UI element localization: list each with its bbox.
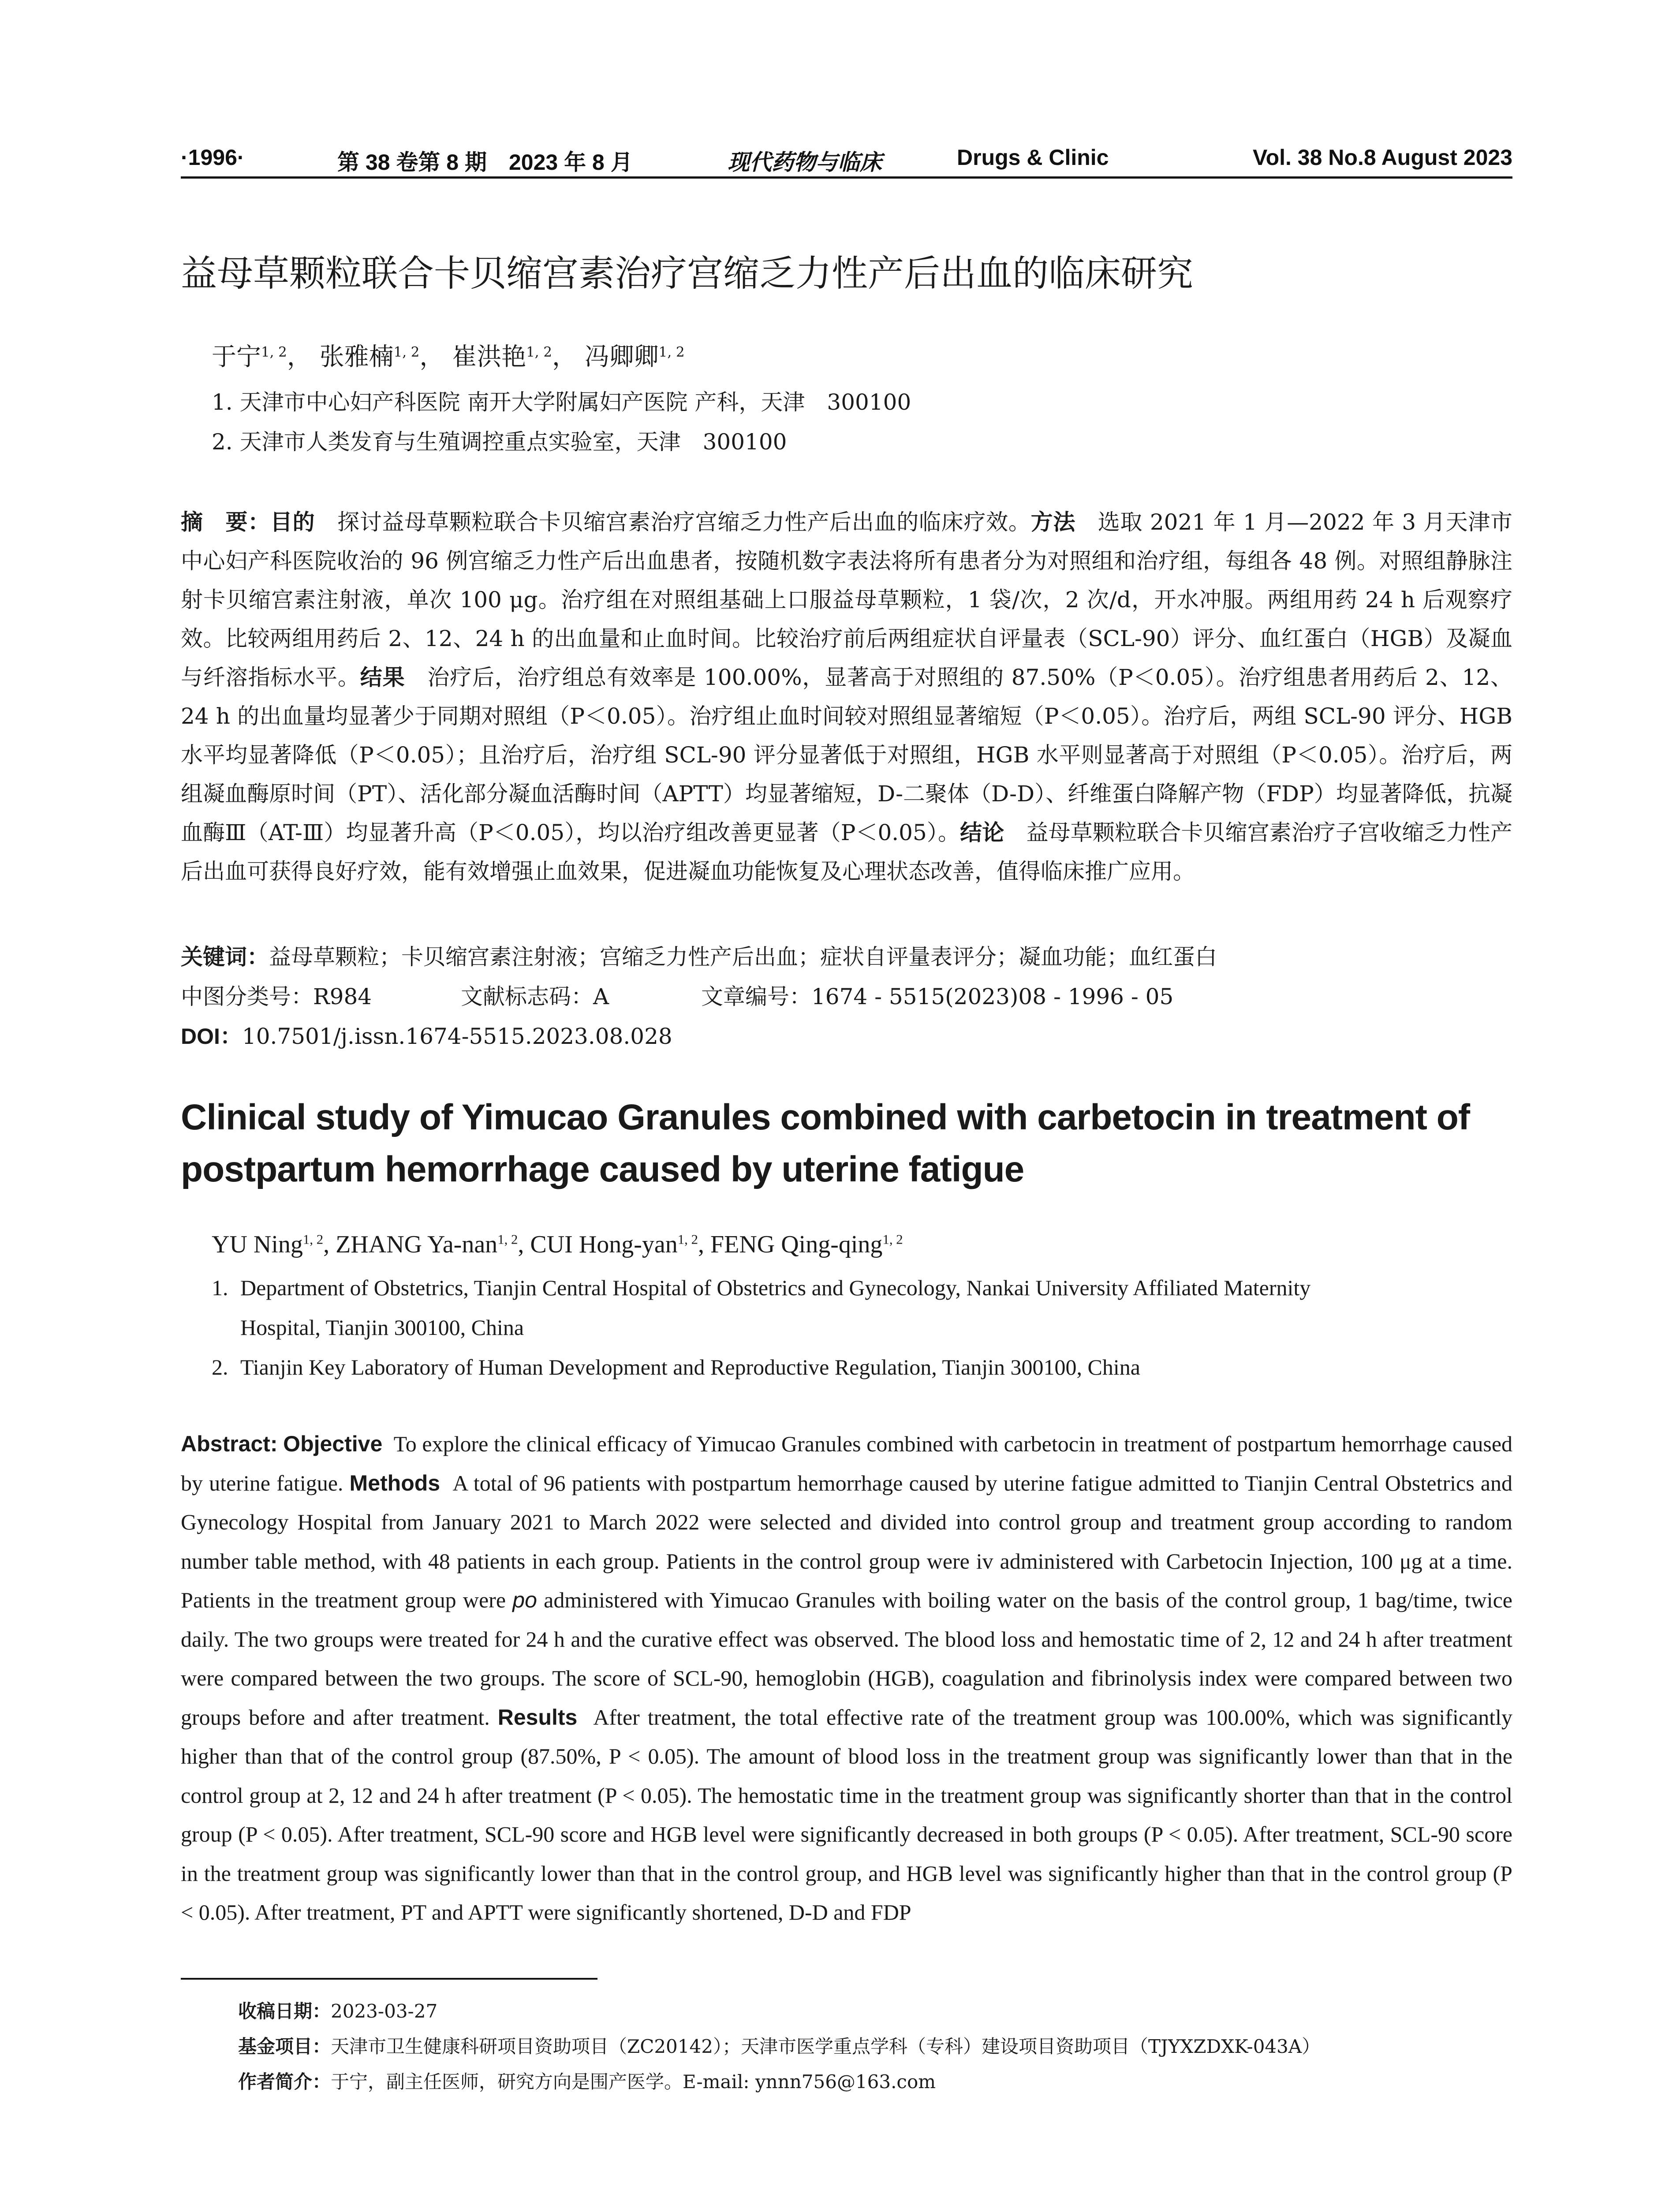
fund-text: 天津市卫生健康科研项目资助项目（ZC20142）；天津市医学重点学科（专科）建设项目资助项目（TJYXZDXK-043A） — [331, 2036, 1321, 2057]
footnote-received — [238, 1997, 437, 2023]
affiliation-cn-1: 1. 天津市中心妇产科医院 南开大学附属妇产医院 产科，天津 300100 — [212, 389, 911, 415]
author-affiliation-mark: 1, 2 — [526, 344, 552, 360]
author-name: CUI Hong-yan — [530, 1231, 678, 1258]
route-po: po — [512, 1588, 537, 1612]
affiliation-en-1 — [212, 1268, 1512, 1347]
abstract-en — [181, 1424, 1512, 1932]
running-header — [181, 140, 1512, 176]
volume-info-en: Vol. 38 No.8 August 2023 — [1252, 145, 1512, 170]
author-name: FENG Qing-qing — [710, 1231, 883, 1258]
volume-info-cn: 第 38 卷第 8 期 2023 年 8 月 — [337, 150, 633, 175]
author-bio-label: 作者简介： — [238, 2071, 331, 2093]
author-name: 于宁 — [212, 343, 261, 371]
methods-text-cont: administered with Yimucao Granules with boiling water on the basis of the control group, 1 bag/time, twice daily. The two groups were treated for 24 h and the curative effect was observed. The blood loss and hemostatic time of 2, 12 and 24 h after treatment were compared between the two groups. The score of SCL-90, hemoglobin (HGB), coagulation and fibrinolysis index were compared between two groups before and after treatment. — [181, 1588, 1512, 1730]
affiliation-number: 2. — [212, 1355, 228, 1379]
affiliation-cn-2: 2. 天津市人类发育与生殖调控重点实验室，天津 300100 — [212, 429, 787, 455]
footnote-author — [238, 2067, 936, 2094]
author-affiliation-mark: 1, 2 — [393, 344, 420, 360]
affiliation-continuation: Hospital, Tianjin 300100, China — [240, 1315, 524, 1340]
results-text: 治疗后，治疗组总有效率是 100.00%，显著高于对照组的 87.50%（P＜0.05）。治疗组患者用药后 2、12、24 h 的出血量均显著少于同期对照组（P＜0.05）。治疗组止血时间较对照组显著缩短（P＜0.05）。治疗后，两组 SCL-90 评分、HGB 水平均显著降低（P＜0.05）；且治疗后，治疗组 SCL-90 评分显著低于对照组，HGB 水平则显著高于对照组（P＜0.05）。治疗后，两组凝血酶原时间（PT）、活化部分凝血活酶时间（APTT）均显著缩短，D-二聚体（D-D）、纤维蛋白降解产物（FDP）均显著降低，抗凝血酶Ⅲ（AT-Ⅲ）均显著升高（P＜0.05），均以治疗组改善更显著（P＜0.05）。 — [181, 665, 1513, 845]
journal-name-en: Drugs & Clinic — [957, 145, 1109, 170]
keywords-text: 益母草颗粒；卡贝缩宫素注射液；宫缩乏力性产后出血；症状自评量表评分；凝血功能；血红蛋白 — [269, 944, 1217, 970]
abstract-label: Abstract: — [181, 1431, 278, 1456]
author-affiliation-mark: 1, 2 — [677, 1232, 698, 1247]
author-name: 张雅楠 — [319, 343, 394, 371]
objective-text: 探讨益母草颗粒联合卡贝缩宫素治疗宫缩乏力性产后出血的临床疗效。 — [337, 509, 1031, 535]
journal-name-cn: 现代药物与临床 — [728, 149, 882, 175]
doi-line — [181, 1019, 1512, 1050]
doi-value: 10.7501/j.issn.1674-5515.2023.08.028 — [242, 1024, 672, 1049]
results-label: Results — [497, 1704, 578, 1730]
author-bio-text: 于宁，副主任医师，研究方向是围产医学。E-mail: ynnn756@163.com — [331, 2071, 936, 2093]
article-title-cn: 益母草颗粒联合卡贝缩宫素治疗宫缩乏力性产后出血的临床研究 — [181, 253, 1194, 295]
keywords-label: 关键词： — [181, 944, 269, 970]
keywords-cn — [181, 939, 1512, 971]
footnote-fund — [238, 2032, 1320, 2059]
methods-text: 选取 2021 年 1 月—2022 年 3 月天津市中心妇产科医院收治的 96 例宫缩乏力性产后出血患者，按随机数字表法将所有患者分为对照组和治疗组，每组各 48 例。对照组静脉注射卡贝缩宫素注射液，单次 100 μg。治疗组在对照组基础上口服益母草颗粒，1 袋/次，2 次/d，开水冲服。两组用药 24 h 后观察疗效。比较两组用药后 2、12、24 h 的出血量和止血时间。比较治疗前后两组症状自评量表（SCL-90）评分、血红蛋白（HGB）及凝血与纤溶指标水平。 — [181, 509, 1513, 690]
affiliation-en-2 — [212, 1347, 1512, 1387]
received-label: 收稿日期： — [238, 2000, 331, 2022]
header-divider — [181, 176, 1512, 179]
author-name: ZHANG Ya-nan — [336, 1231, 498, 1258]
article-title-en: Clinical study of Yimucao Granules combined with carbetocin in treatment of postpartum hemorrhage caused by uterine fatigue — [181, 1097, 1470, 1189]
author-affiliation-mark: 1, 2 — [302, 1232, 324, 1247]
objective-text: To explore the clinical efficacy of Yimucao Granules combined with carbetocin in treatment of postpartum hemorrhage caused by uterine fatigue. — [181, 1431, 1513, 1495]
doi-label: DOI： — [181, 1024, 242, 1049]
footnote-divider — [181, 1978, 597, 1980]
author-list-cn: 于宁$^{1, 2}$， 张雅楠$^{1, 2}$， 崔洪艳$^{1, 2}$， 冯卿卿$^{1, 2}$ — [212, 343, 685, 371]
article-number: 文章编号：1674 - 5515(2023)08 - 1996 - 05 — [701, 984, 1174, 1009]
methods-label: Methods — [349, 1470, 441, 1495]
abstract-label: 摘 要： — [181, 509, 270, 535]
results-label: 结果 — [360, 665, 405, 690]
author-name: YU Ning — [212, 1231, 303, 1258]
document-code: 文献标志码：A — [461, 984, 609, 1009]
author-affiliation-mark: 1, 2 — [497, 1232, 518, 1247]
author-name: 崔洪艳 — [452, 343, 526, 371]
author-list-en: YU Ning$^{1, 2}$, ZHANG Ya-nan$^{1, 2}$, CUI Hong-yan$^{1, 2}$, FENG Qing-qing$^{1, 2}$ — [212, 1231, 903, 1258]
results-text: After treatment, the total effective rate of the treatment group was 100.00%, which was significantly higher than that of the control group (87.50%, P < 0.05). The amount of blood loss in the treatment group was significantly lower than that in the control group at 2, 12 and 24 h after treatment (P < 0.05). The hemostatic time in the treatment group was significantly shorter than that in the control group (P < 0.05). After treatment, SCL-90 score and HGB level were significantly decreased in both groups (P < 0.05). After treatment, SCL-90 score in the treatment group was significantly lower than that in the control group, and HGB level was significantly higher than that in the control group (P < 0.05). After treatment, PT and APTT were significantly shortened, D-D and FDP — [181, 1704, 1513, 1925]
conclusion-label: 结论 — [960, 820, 1004, 845]
methods-text: A total of 96 patients with postpartum hemorrhage caused by uterine fatigue admitted to Tianjin Central Obstetrics and Gynecology Hospital from January 2021 to March 2022 were selected and divided into control group and treatment group according to random number table method, with 48 patients in each group. Patients in the control group were iv administered with Carbetocin Injection, 100 μg at a time. Patients in the treatment group were — [181, 1470, 1512, 1612]
conclusion-text: 益母草颗粒联合卡贝缩宫素治疗子宫收缩乏力性产后出血可获得良好疗效，能有效增强止血效果，促进凝血功能恢复及心理状态改善，值得临床推广应用。 — [181, 820, 1513, 884]
objective-label: Objective — [283, 1431, 383, 1456]
author-affiliation-mark: 1, 2 — [261, 344, 287, 360]
fund-label: 基金项目： — [238, 2036, 331, 2057]
author-affiliation-mark: 1, 2 — [882, 1232, 903, 1247]
abstract-cn — [181, 503, 1512, 891]
affiliation-text: Tianjin Key Laboratory of Human Development and Reproductive Regulation, Tianjin 300100, China — [240, 1355, 1140, 1379]
page-number: ·1996· — [181, 145, 245, 170]
author-affiliation-mark: 1, 2 — [658, 344, 685, 360]
affiliation-number: 1. — [212, 1275, 228, 1300]
clc-number: 中图分类号：R984 — [181, 984, 372, 1009]
objective-label: 目的 — [270, 509, 315, 535]
methods-label: 方法 — [1030, 509, 1076, 535]
affiliation-text: Department of Obstetrics, Tianjin Central Hospital of Obstetrics and Gynecology, Nankai University Affiliated Maternity — [240, 1275, 1311, 1300]
author-name: 冯卿卿 — [584, 343, 659, 371]
received-date: 2023-03-27 — [331, 2000, 438, 2022]
